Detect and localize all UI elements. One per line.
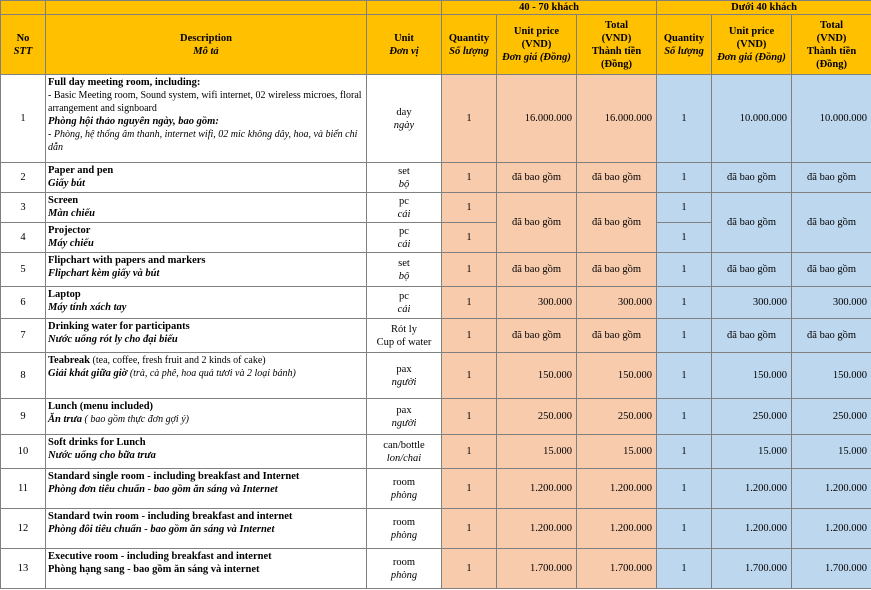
table-row	[1, 509, 871, 549]
row-unit-vi: phòng	[390, 489, 418, 501]
row-description	[46, 353, 367, 399]
row-price-a: đã bao gồm	[497, 319, 577, 353]
col-total-a-vi1: Thành tiền	[591, 45, 642, 57]
col-unit-en: Unit	[394, 32, 414, 44]
row-price-b: 150.000	[712, 353, 792, 399]
row-description	[46, 469, 367, 509]
row-qty-b: 1	[657, 253, 712, 287]
table-row	[1, 435, 871, 469]
row-description	[46, 509, 367, 549]
row-qty-b: 1	[657, 193, 712, 223]
row-unit-vi: người	[391, 376, 417, 388]
row-unit-en: room	[392, 516, 416, 528]
merged-price-b: đã bao gồm	[712, 193, 792, 253]
merged-total-a: đã bao gồm	[577, 193, 657, 253]
row-total-a: 1.200.000	[577, 509, 657, 549]
row-title-rest: (tea, coffee, fresh fruit and 2 kinds of cake)	[90, 355, 266, 366]
row-title-vi: Phòng đôi tiêu chuẩn - bao gồm ăn sáng và Internet	[48, 524, 275, 535]
col-unit-header	[367, 15, 442, 75]
col-price-a-header	[497, 15, 577, 75]
row-unit	[367, 469, 442, 509]
row-no: 13	[1, 549, 46, 589]
row-title-vi: Nước uống cho bữa trưa	[48, 450, 156, 461]
table-row	[1, 75, 871, 163]
row-title: Projector	[48, 225, 91, 236]
row-description	[46, 223, 367, 253]
table-row	[1, 253, 871, 287]
col-price-b-header	[712, 15, 792, 75]
row-total-b: đã bao gồm	[792, 319, 871, 353]
row-description	[46, 163, 367, 193]
col-total-b-en1: Total	[820, 19, 844, 31]
row-title: Standard twin room - including breakfast and internet	[48, 511, 293, 522]
row-no: 1	[1, 75, 46, 163]
col-unit-vi: Đơn vị	[389, 45, 419, 57]
row-qty-b: 1	[657, 509, 712, 549]
row-price-b: 1.200.000	[712, 509, 792, 549]
row-description	[46, 193, 367, 223]
row-unit-vi: ngày	[393, 119, 415, 131]
row-title-vi: Phòng đơn tiêu chuẩn - bao gồm ăn sáng và Internet	[48, 484, 278, 495]
row-unit-en: room	[392, 476, 416, 488]
row-description	[46, 75, 367, 163]
row-unit	[367, 163, 442, 193]
row-title-vi: Phòng hội thảo nguyên ngày, bao gồm:	[48, 116, 219, 127]
row-unit-en: pc	[399, 225, 409, 237]
row-qty-a: 1	[442, 319, 497, 353]
merged-total-b: đã bao gồm	[792, 193, 871, 253]
row-price-a: 1.200.000	[497, 469, 577, 509]
row-unit-en: pc	[399, 290, 409, 302]
group-a-header: 40 - 70 khách	[442, 1, 657, 15]
row-unit-en: set	[398, 165, 410, 177]
row-total-b: đã bao gồm	[792, 163, 871, 193]
row-title-vi: Máy tính xách tay	[48, 302, 127, 313]
row-unit	[367, 509, 442, 549]
row-unit-en: can/bottle	[383, 439, 425, 451]
col-total-a-en1: Total	[605, 19, 628, 31]
row-total-a: 1.700.000	[577, 549, 657, 589]
row-unit-vi: cái	[397, 303, 411, 315]
row-total-b: 1.700.000	[792, 549, 871, 589]
row-price-a: đã bao gồm	[497, 253, 577, 287]
row-unit-vi: phòng	[390, 569, 418, 581]
row-total-b: đã bao gồm	[792, 253, 871, 287]
row-title: Executive room - including breakfast and internet	[48, 551, 272, 562]
col-no-header	[1, 15, 46, 75]
row-title: Flipchart with papers and markers	[48, 255, 206, 266]
row-unit-en: pc	[399, 195, 409, 207]
row-qty-a: 1	[442, 399, 497, 435]
row-no: 6	[1, 287, 46, 319]
row-title: Soft drinks for Lunch	[48, 437, 146, 448]
col-qty-b-header	[657, 15, 712, 75]
row-title: Drinking water for participants	[48, 321, 190, 332]
group-b-header: Dưới 40 khách	[657, 1, 871, 15]
row-unit	[367, 353, 442, 399]
row-total-b: 1.200.000	[792, 509, 871, 549]
col-total-a-en2: (VND)	[601, 32, 632, 44]
row-unit-vi: người	[391, 417, 417, 429]
row-description	[46, 399, 367, 435]
row-price-a: 15.000	[497, 435, 577, 469]
row-no: 4	[1, 223, 46, 253]
row-total-a: 16.000.000	[577, 75, 657, 163]
row-description	[46, 549, 367, 589]
row-qty-a: 1	[442, 353, 497, 399]
col-total-a-header	[577, 15, 657, 75]
row-qty-b: 1	[657, 75, 712, 163]
row-description	[46, 435, 367, 469]
table-row	[1, 319, 871, 353]
row-unit-en: pax	[396, 363, 412, 375]
col-total-a-vi2: (Đồng)	[601, 58, 632, 70]
row-price-b: 1.700.000	[712, 549, 792, 589]
row-title-vi: Phòng hạng sang - bao gồm ăn sáng và internet	[48, 564, 260, 575]
row-qty-a: 1	[442, 435, 497, 469]
row-price-a: 250.000	[497, 399, 577, 435]
row-unit	[367, 399, 442, 435]
row-total-b: 15.000	[792, 435, 871, 469]
row-title-vi: Giải khát giữa giờ	[48, 368, 128, 379]
row-unit-vi: phòng	[390, 529, 418, 541]
row-qty-b: 1	[657, 353, 712, 399]
row-description	[46, 287, 367, 319]
row-qty-a: 1	[442, 549, 497, 589]
col-total-b-header	[792, 15, 871, 75]
row-price-b: 15.000	[712, 435, 792, 469]
table-row	[1, 399, 871, 435]
row-unit-en: room	[392, 556, 416, 568]
col-price-a-en1: Unit price	[513, 26, 560, 37]
row-unit	[367, 193, 442, 223]
row-qty-a: 1	[442, 253, 497, 287]
row-no: 11	[1, 469, 46, 509]
row-title: Full day meeting room, including:	[48, 77, 201, 88]
table-row	[1, 549, 871, 589]
row-total-a: 250.000	[577, 399, 657, 435]
row-title-vi: Ăn trưa	[48, 414, 83, 425]
col-price-b-en2: (VND)	[736, 39, 767, 50]
row-no: 9	[1, 399, 46, 435]
row-unit-vi: Cup of water	[376, 336, 432, 348]
row-total-b: 1.200.000	[792, 469, 871, 509]
row-unit	[367, 319, 442, 353]
row-title: Lunch (menu included)	[48, 401, 154, 412]
row-qty-b: 1	[657, 287, 712, 319]
row-price-b: đã bao gồm	[712, 319, 792, 353]
row-no: 3	[1, 193, 46, 223]
row-price-a: 150.000	[497, 353, 577, 399]
row-price-b: 10.000.000	[712, 75, 792, 163]
col-qty-a-vi: Số lượng	[449, 45, 489, 57]
row-unit	[367, 75, 442, 163]
table-row	[1, 353, 871, 399]
row-title-vi-rest: (trà, cà phê, hoa quả tươi và 2 loại bánh)	[127, 368, 296, 379]
row-qty-a: 1	[442, 223, 497, 253]
row-unit-vi: lon/chai	[386, 452, 422, 464]
row-price-b: đã bao gồm	[712, 163, 792, 193]
col-price-b-en1: Unit price	[728, 26, 775, 37]
row-price-a: 1.700.000	[497, 549, 577, 589]
row-title-vi: Nước uống rót ly cho đại biểu	[48, 334, 178, 345]
row-sub-en: - Basic Meeting room, Sound system, wifi internet, 02 wireless microes, floral arrangement and signboard	[48, 90, 362, 114]
row-unit	[367, 223, 442, 253]
row-title-vi: Flipchart kèm giấy và bút	[48, 268, 160, 279]
merged-price-a: đã bao gồm	[497, 193, 577, 253]
row-no: 7	[1, 319, 46, 353]
row-no: 10	[1, 435, 46, 469]
row-unit-vi: cái	[397, 208, 411, 220]
row-title-vi-rest: ( bao gồm thực đơn gợi ý)	[82, 414, 189, 425]
row-unit-en: Rót ly	[391, 323, 417, 335]
col-qty-b-en: Quantity	[663, 32, 705, 44]
row-qty-b: 1	[657, 163, 712, 193]
row-total-a: đã bao gồm	[577, 319, 657, 353]
row-sub-vi: - Phòng, hệ thống âm thanh, internet wifi, 02 mic không dây, hoa, và biển chỉ dẫn	[48, 129, 358, 153]
row-qty-a: 1	[442, 75, 497, 163]
row-price-b: 250.000	[712, 399, 792, 435]
row-unit-en: day	[396, 106, 412, 118]
row-unit	[367, 287, 442, 319]
row-price-b: 1.200.000	[712, 469, 792, 509]
row-unit	[367, 435, 442, 469]
row-title: Standard single room - including breakfast and Internet	[48, 471, 300, 482]
row-total-b: 250.000	[792, 399, 871, 435]
col-total-b-en2: (VND)	[816, 32, 847, 44]
col-price-b-vi: Đơn giá (Đồng)	[717, 52, 786, 63]
row-total-a: 300.000	[577, 287, 657, 319]
row-unit-vi: bộ	[398, 270, 410, 282]
header-blank-unit	[367, 1, 442, 15]
col-no-vi: STT	[13, 45, 33, 57]
row-title-vi: Giấy bút	[48, 178, 86, 189]
row-unit	[367, 253, 442, 287]
col-desc-en: Description	[180, 32, 232, 44]
row-unit-vi: cái	[397, 238, 411, 250]
table-row	[1, 287, 871, 319]
row-qty-a: 1	[442, 469, 497, 509]
row-qty-a: 1	[442, 287, 497, 319]
row-qty-a: 1	[442, 193, 497, 223]
row-total-b: 10.000.000	[792, 75, 871, 163]
row-qty-b: 1	[657, 469, 712, 509]
row-price-b: 300.000	[712, 287, 792, 319]
row-total-a: 150.000	[577, 353, 657, 399]
row-qty-a: 1	[442, 509, 497, 549]
table-row	[1, 193, 871, 223]
header-blank-desc	[46, 1, 367, 15]
row-title-vi: Màn chiếu	[48, 208, 95, 219]
row-total-a: 1.200.000	[577, 469, 657, 509]
row-price-b: đã bao gồm	[712, 253, 792, 287]
row-title: Screen	[48, 195, 79, 206]
row-qty-a: 1	[442, 163, 497, 193]
row-title: Teabreak	[48, 355, 91, 366]
row-qty-b: 1	[657, 435, 712, 469]
row-no: 5	[1, 253, 46, 287]
row-total-a: đã bao gồm	[577, 253, 657, 287]
row-total-b: 300.000	[792, 287, 871, 319]
row-title: Laptop	[48, 289, 81, 300]
col-qty-b-vi: Số lượng	[664, 45, 704, 57]
col-qty-a-en: Quantity	[448, 32, 490, 44]
row-description	[46, 319, 367, 353]
col-qty-a-header	[442, 15, 497, 75]
col-total-b-vi1: Thành tiền	[806, 45, 857, 57]
row-total-a: 15.000	[577, 435, 657, 469]
row-description	[46, 253, 367, 287]
row-no: 8	[1, 353, 46, 399]
col-desc-header	[46, 15, 367, 75]
row-qty-b: 1	[657, 223, 712, 253]
row-price-a: 1.200.000	[497, 509, 577, 549]
row-unit-en: set	[398, 257, 410, 269]
col-price-a-vi: Đơn giá (Đồng)	[502, 52, 571, 63]
header-blank-no	[1, 1, 46, 15]
row-total-b: 150.000	[792, 353, 871, 399]
table-row	[1, 163, 871, 193]
row-title: Paper and pen	[48, 165, 114, 176]
row-qty-b: 1	[657, 549, 712, 589]
col-price-a-en2: (VND)	[521, 39, 552, 50]
col-desc-vi: Mô tả	[193, 45, 219, 57]
col-no-en: No	[16, 32, 30, 44]
row-unit-vi: bộ	[398, 178, 410, 190]
row-title-vi: Máy chiếu	[48, 238, 94, 249]
col-total-b-vi2: (Đồng)	[816, 58, 847, 70]
row-qty-b: 1	[657, 319, 712, 353]
row-price-a: đã bao gồm	[497, 163, 577, 193]
table-row	[1, 469, 871, 509]
row-qty-b: 1	[657, 399, 712, 435]
row-no: 12	[1, 509, 46, 549]
row-no: 2	[1, 163, 46, 193]
row-price-a: 16.000.000	[497, 75, 577, 163]
row-total-a: đã bao gồm	[577, 163, 657, 193]
row-price-a: 300.000	[497, 287, 577, 319]
row-unit	[367, 549, 442, 589]
row-unit-en: pax	[396, 404, 412, 416]
